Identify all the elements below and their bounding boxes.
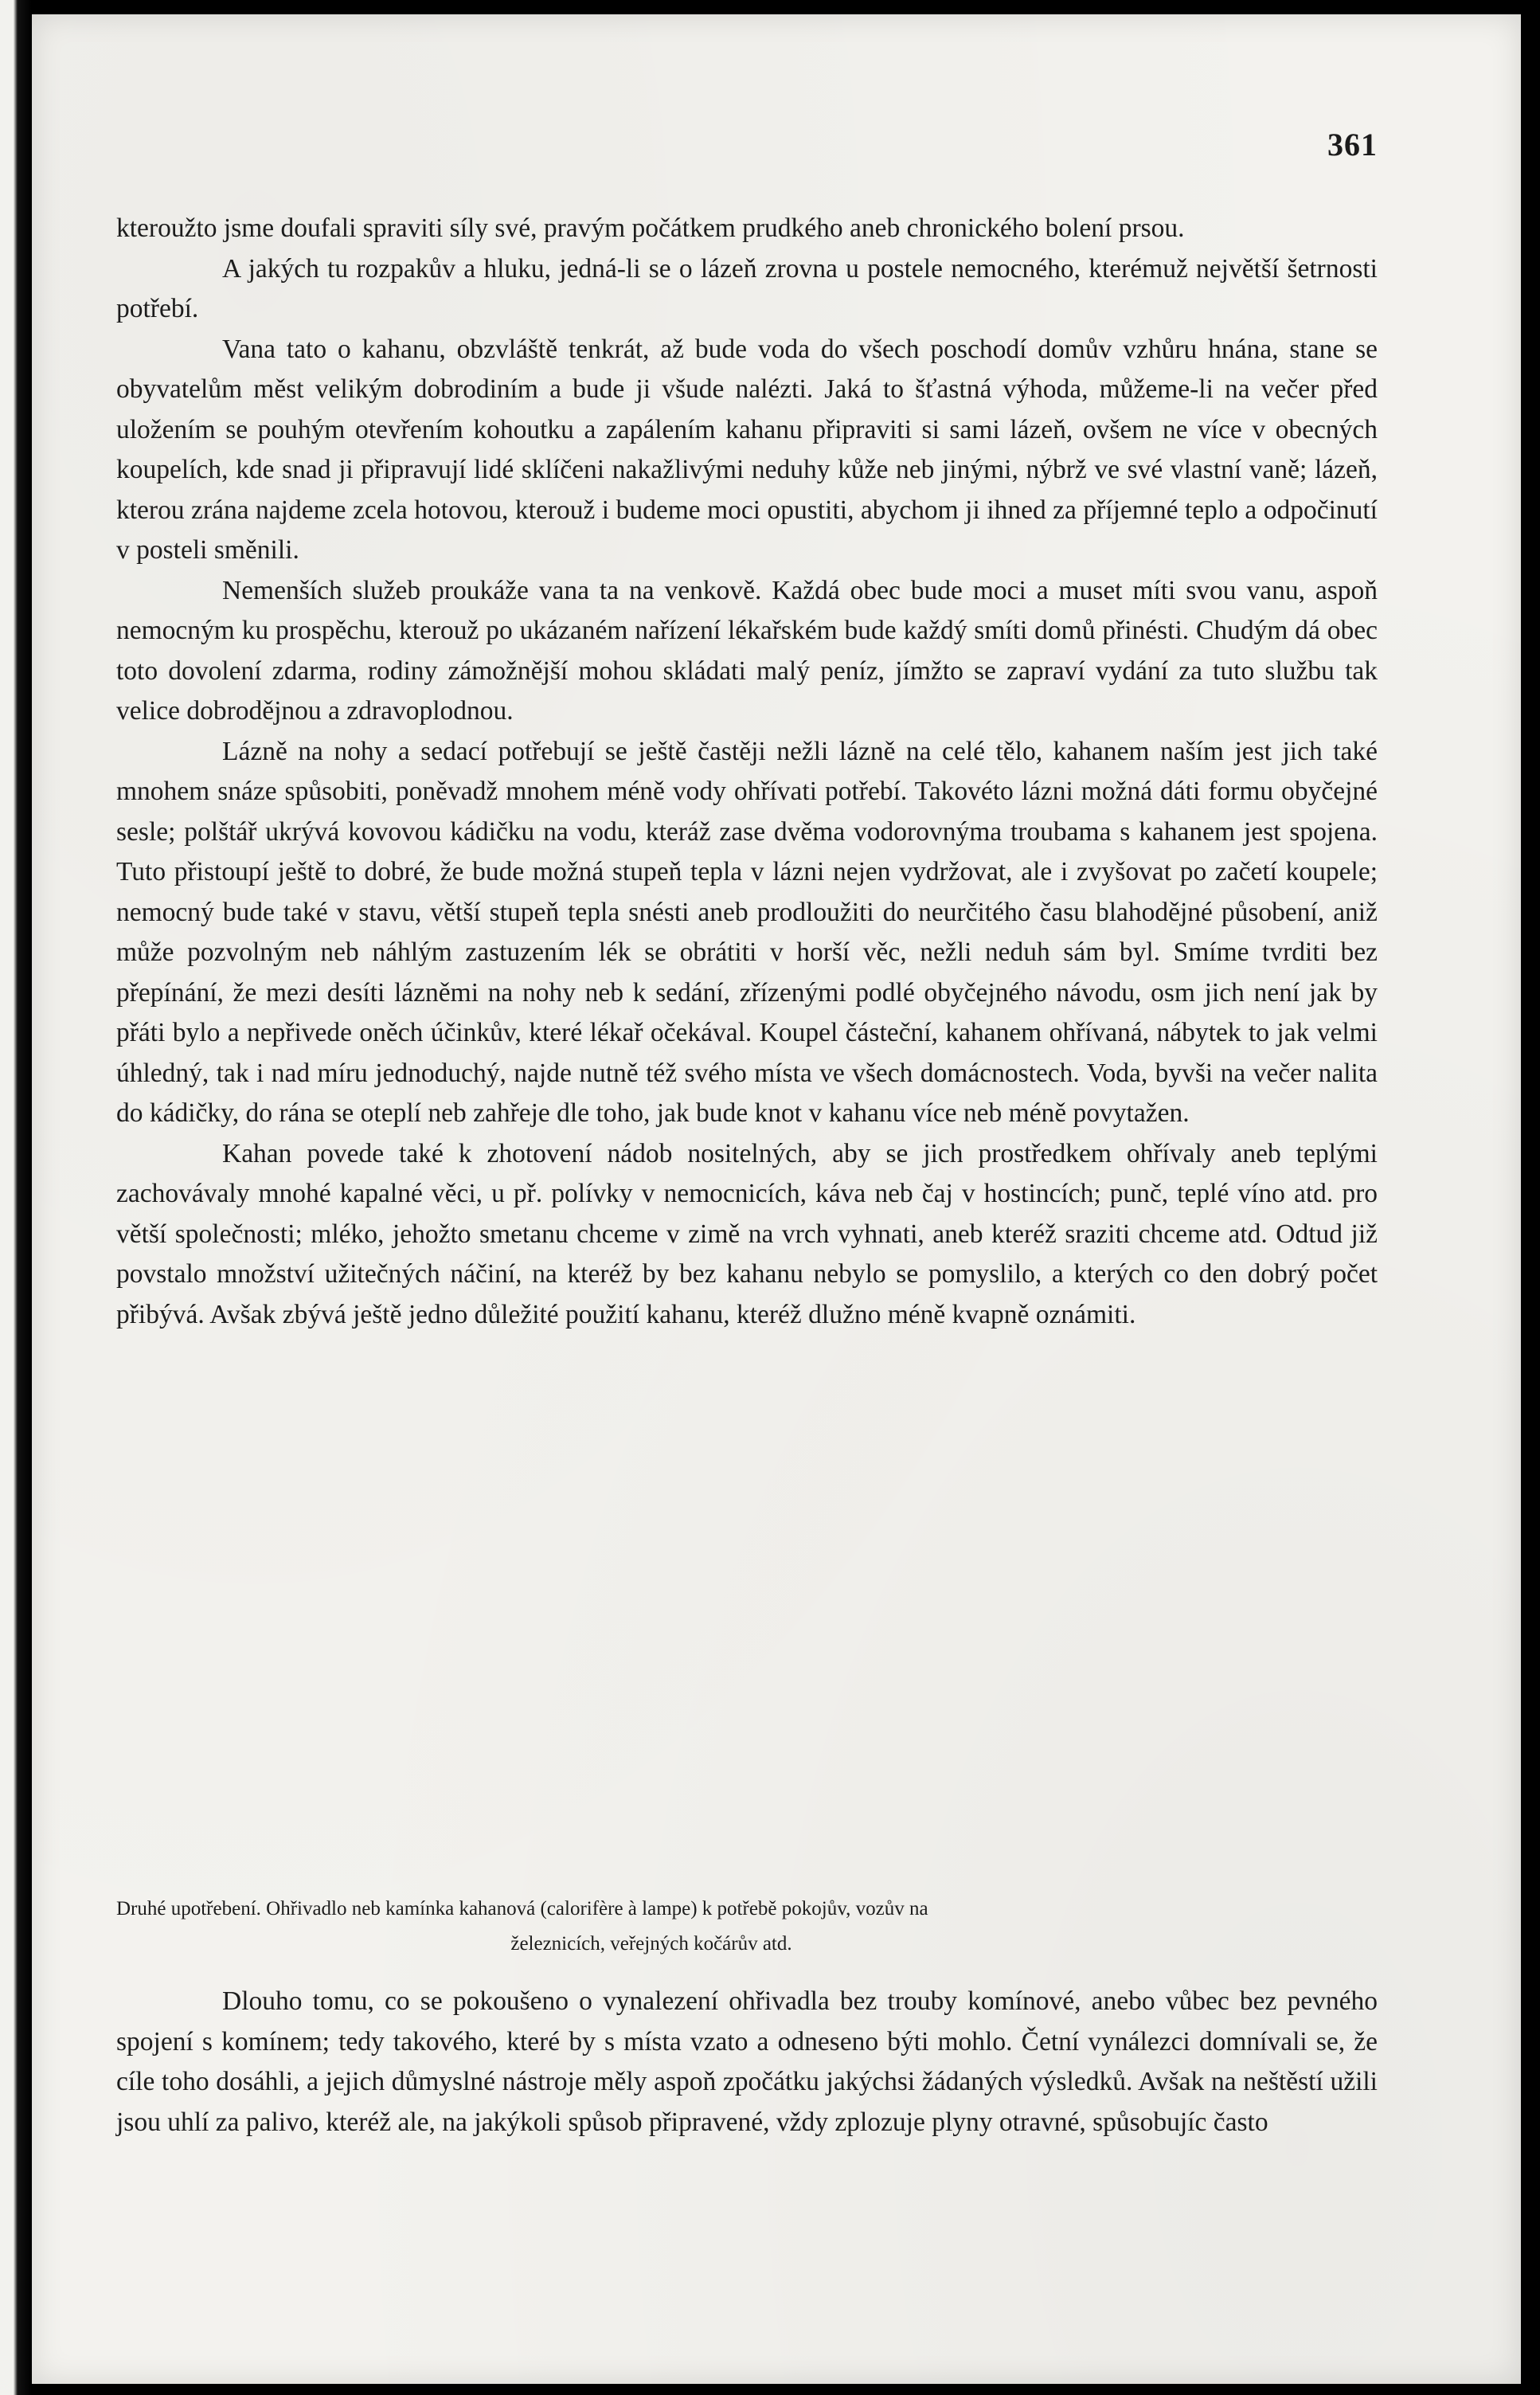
paragraph: Kahan povede také k zhotovení nádob nositelných, aby se jich prostředkem ohřívaly aneb teplými zachovávaly mnohé kapalné věci, u př. polívky v nemocnicích, káva neb čaj v hostincích; punč, teplé víno atd. pro větší společnosti; mléko, jehožto smetanu chceme v zimě na vrch vyhnati, aneb kteréž sraziti chceme atd. Odtud již povstalo množství užitečných náčiní, na kteréž by bez kahanu nebylo se pomyslilo, a kterých co den dobrý počet přibývá. Avšak zbývá ještě jedno důležité použití kahanu, kteréž dlužno méně kvapně oznámiti. (116, 1138, 1378, 1329)
body-text-upper (116, 209, 1378, 1335)
paragraph: Dlouho tomu, co se pokoušeno o vynalezení ohřivadla bez trouby komínové, anebo vůbec bez pevného spojení s komínem; tedy takového, které by s místa vzato a odneseno býti mohlo. Četní vynálezci domnívali se, že cíle toho dosáhli, a jejich důmyslné nástroje měly aspoň zpočátku jakýchsi žádaných výsledků. Avšak na neštěstí užili jsou uhlí za palivo, kteréž ale, na jakýkoli spůsob připravené, vždy zplozuje plyny otravné, spůsobujíc často (116, 1986, 1378, 2137)
section-heading-lead: Druhé upotřebení. (116, 1898, 267, 1920)
body-text-lower (116, 1982, 1378, 2143)
paragraph-continuation: kteroužto jsme doufali spraviti síly své, pravým počátkem prudkého aneb chronického bolení prsou. (116, 213, 1185, 243)
paragraph: Lázně na nohy a sedací potřebují se ještě častěji nežli lázně na celé tělo, kahanem naším jest jich také mnohem snáze spůsobiti, poněvadž mnohem méně vody ohřívati potřebí. Takovéto lázni možná dáti formu obyčejné sesle; polštář ukrývá kovovou kádičku na vodu, kteráž zase dvěma vodorovnýma troubama s kahanem jest spojena. Tuto přistoupí ještě to dobré, že bude možná stupeň tepla v lázni nejen vydržovat, ale i zvyšovat po začetí koupele; nemocný bude také v stavu, větší stupeň tepla snésti aneb prodloužiti do neurčitého času blahodějné působení, aniž může pozvolným neb náhlým zastuzením lék se obrátiti v horší věc, nežli neduh sám byl. Smíme tvrditi bez přepínání, že mezi desíti lázněmi na nohy neb k sedání, zřízenými podlé obyčejného návodu, osm jich není jak by přáti bylo a nepřivede oněch účinkův, které lékař očekával. Koupel částeční, kahanem ohřívaná, nábytek to jak velmi úhledný, tak i nad míru jednoduchý, najde nutně též svého místa ve všech domácnostech. Voda, byvši na večer nalita do kádičky, do rána se oteplí neb zahřeje dle toho, jak bude knot v kahanu více neb méně povytažen. (116, 736, 1378, 1128)
binding-edge (0, 0, 32, 2395)
section-heading-line1: Ohřivadlo neb kamínka kahanová (calorifère à lampe) k potřebě pokojův, vozův na (266, 1898, 928, 1920)
scan-border-right (1521, 0, 1540, 2395)
section-heading (116, 1892, 1378, 1962)
paragraph: Nemenších služeb proukáže vana ta na venkově. Každá obec bude moci a muset míti svou vanu, aspoň nemocným ku prospěchu, kterouž po ukázaném nařízení lékařském bude každý smíti domů přinésti. Chudým dá obec toto dovolení zdarma, rodiny zámožnější mohou skládati malý peníz, jímžto se zapraví vydání za tuto službu tak velice dobrodějnou a zdravoplodnou. (116, 575, 1378, 726)
page-number: 361 (1327, 127, 1378, 162)
paragraph: Vana tato o kahanu, obzvláště tenkrát, až bude voda do všech poschodí domův vzhůru hnána, stane se obyvatelům měst velikým dobrodiním a bude ji všude nalézti. Jaká to šťastná výhoda, můžeme-li na večer před uložením se pouhým otevřením kohoutku a zapálením kahanu připraviti si sami lázeň, ovšem ne více v obecných koupelích, kde snad ji připravují lidé sklíčeni nakažlivými neduhy kůže neb jinými, nýbrž ve své vlastní vaně; lázeň, kterou zrána najdeme zcela hotovou, kterouž i budeme moci opustiti, abychom ji ihned za příjemné teplo a odpočinutí v posteli směnili. (116, 334, 1378, 565)
paragraph: A jakých tu rozpakův a hluku, jedná-li se o lázeň zrovna u postele nemocného, kterémuž největší šetrnosti potřebí. (116, 253, 1378, 323)
section-heading-line2: železnicích, veřejných kočárův atd. (510, 1933, 792, 1955)
